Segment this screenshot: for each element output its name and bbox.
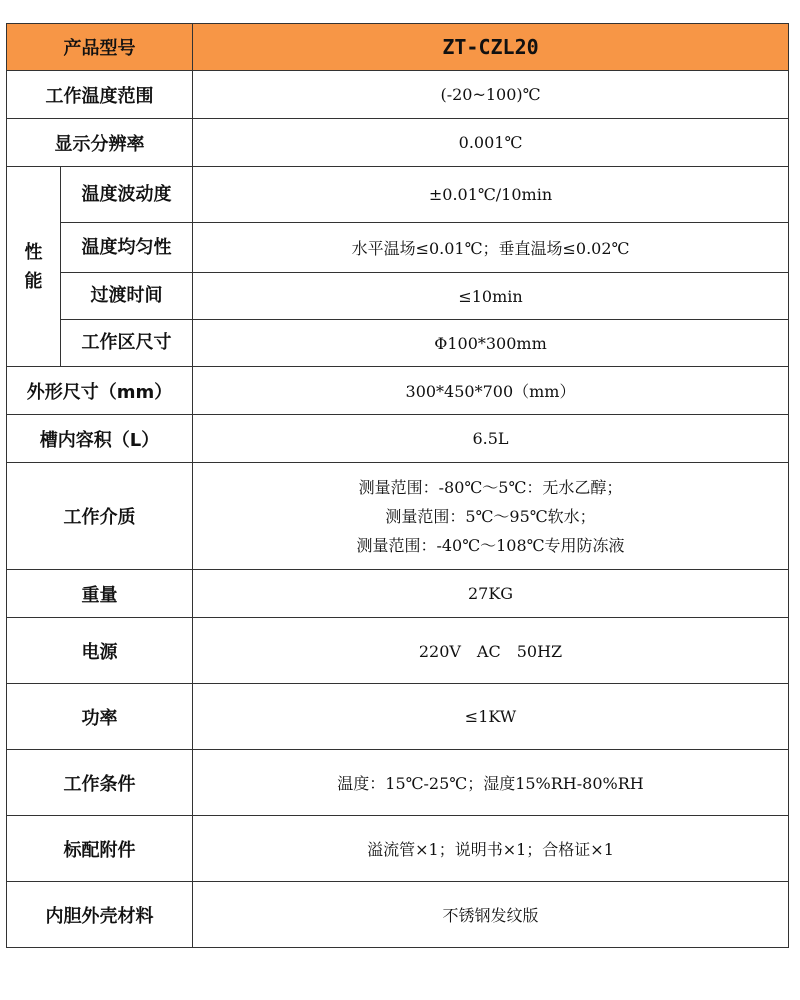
table-row: [7, 167, 789, 223]
row-label: 内胆外壳材料: [7, 882, 193, 948]
row-value: ≤1KW: [193, 684, 789, 750]
row-value: 不锈钢发纹版: [193, 882, 789, 948]
row-value: 27KG: [193, 570, 789, 618]
row-label: 电源: [7, 618, 193, 684]
table-row: [7, 367, 789, 415]
table-row: [7, 570, 789, 618]
row-label: 显示分辨率: [7, 119, 193, 167]
row-value: 0.001℃: [193, 119, 789, 167]
row-value: ±0.01℃/10min: [193, 167, 789, 223]
table-row: [7, 882, 789, 948]
row-value: 温度：15℃-25℃；湿度15%RH-80%RH: [193, 750, 789, 816]
row-label: 重量: [7, 570, 193, 618]
row-label: 过渡时间: [61, 273, 193, 320]
row-label: 外形尺寸（mm）: [7, 367, 193, 415]
table-row: [7, 415, 789, 463]
header-value: ZT-CZL20: [193, 24, 789, 71]
medium-value: [193, 463, 789, 570]
row-value: 220V AC 50HZ: [193, 618, 789, 684]
row-value: 300*450*700（mm）: [193, 367, 789, 415]
medium-line: 测量范围：5℃～95℃软水；: [385, 506, 596, 526]
medium-line: 测量范围：-80℃～5℃：无水乙醇；: [358, 477, 623, 497]
header-label: 产品型号: [7, 24, 193, 71]
row-value: ≤10min: [193, 273, 789, 320]
table-row: [7, 273, 789, 320]
row-label: 功率: [7, 684, 193, 750]
table-row: [7, 684, 789, 750]
medium-line: 测量范围：-40℃～108℃专用防冻液: [356, 535, 625, 555]
table-row: [7, 320, 789, 367]
spec-table: [6, 23, 789, 948]
table-row: [7, 119, 789, 167]
row-label: 温度均匀性: [61, 223, 193, 273]
row-value: (-20~100)℃: [193, 71, 789, 119]
row-label: 标配附件: [7, 816, 193, 882]
table-header-row: [7, 24, 789, 71]
table-row: [7, 750, 789, 816]
row-label: 工作条件: [7, 750, 193, 816]
row-value: 溢流管×1；说明书×1；合格证×1: [193, 816, 789, 882]
row-label: 温度波动度: [61, 167, 193, 223]
group-label-line: 性: [24, 241, 43, 263]
row-label: 槽内容积（L）: [7, 415, 193, 463]
row-value: Φ100*300mm: [193, 320, 789, 367]
table-row: [7, 71, 789, 119]
row-label: 工作区尺寸: [61, 320, 193, 367]
table-row: [7, 618, 789, 684]
group-label-line: 能: [24, 270, 43, 292]
row-value: 6.5L: [193, 415, 789, 463]
row-label: 工作介质: [7, 463, 193, 570]
row-value: 水平温场≤0.01℃；垂直温场≤0.02℃: [193, 223, 789, 273]
row-label: 工作温度范围: [7, 71, 193, 119]
performance-group-label: [7, 167, 61, 367]
table-row: [7, 463, 789, 570]
table-row: [7, 223, 789, 273]
table-row: [7, 816, 789, 882]
